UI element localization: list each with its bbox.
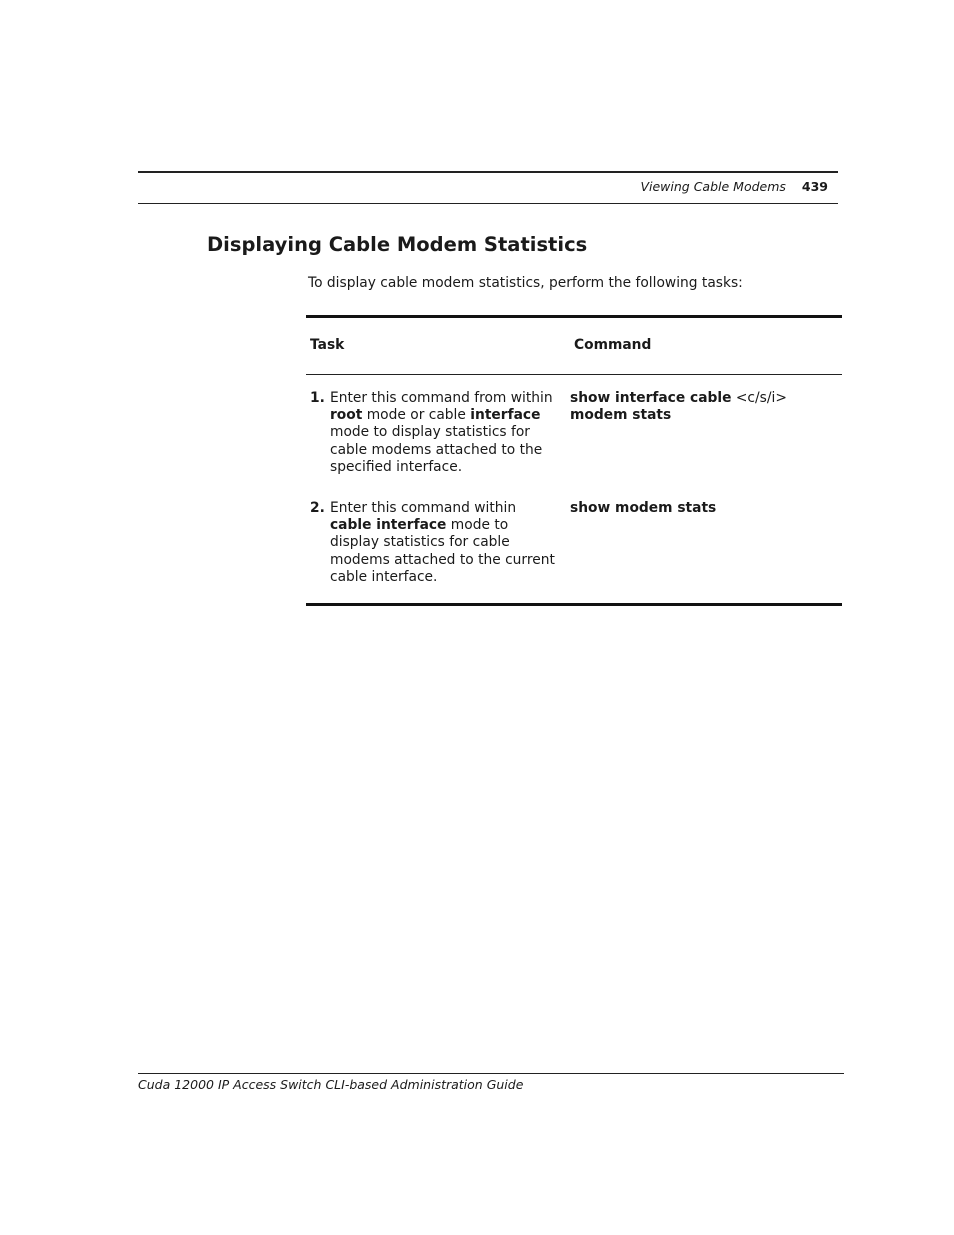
running-header-section: Viewing Cable Modems xyxy=(640,179,786,194)
section-heading: Displaying Cable Modem Statistics xyxy=(207,233,588,256)
task-text: mode to display statistics for cable modems attached to the current cable interface. xyxy=(330,517,555,585)
task-text: mode to display statistics for cable modems attached to the specified interface. xyxy=(330,424,543,475)
running-header xyxy=(640,179,828,195)
task-description xyxy=(330,500,560,603)
task-text: Enter this command within xyxy=(330,500,517,516)
command-cell xyxy=(570,390,838,497)
task-command-table xyxy=(306,315,842,606)
command-keyword: modem stats xyxy=(570,407,672,424)
command-keyword: show interface cable xyxy=(570,390,732,406)
column-header-command: Command xyxy=(574,337,652,354)
task-text: mode or cable xyxy=(362,407,471,424)
task-cell xyxy=(306,390,570,497)
task-keyword: cable interface xyxy=(330,517,447,534)
task-text: Enter this command from within xyxy=(330,390,553,406)
footer-title: Cuda 12000 IP Access Switch CLI-based Administration Guide xyxy=(138,1077,524,1092)
intro-paragraph: To display cable modem statistics, perform the following tasks: xyxy=(308,275,743,291)
header-rule-bottom xyxy=(138,203,838,204)
page-number: 439 xyxy=(801,179,828,194)
task-cell xyxy=(306,500,570,603)
step-number: 1. xyxy=(310,390,325,406)
command-cell xyxy=(570,500,838,603)
task-keyword: root xyxy=(330,407,363,424)
step-number: 2. xyxy=(310,500,325,516)
table-header-row xyxy=(306,318,842,375)
command-argument: <c/s/i> xyxy=(731,390,787,406)
column-header-task: Task xyxy=(310,337,345,354)
table-row xyxy=(306,375,842,497)
command-keyword: show modem stats xyxy=(570,500,717,516)
task-keyword: interface xyxy=(470,407,541,424)
header-rule-top xyxy=(138,171,838,173)
footer-rule xyxy=(138,1073,844,1074)
task-description xyxy=(330,390,560,497)
table-row xyxy=(306,497,842,603)
